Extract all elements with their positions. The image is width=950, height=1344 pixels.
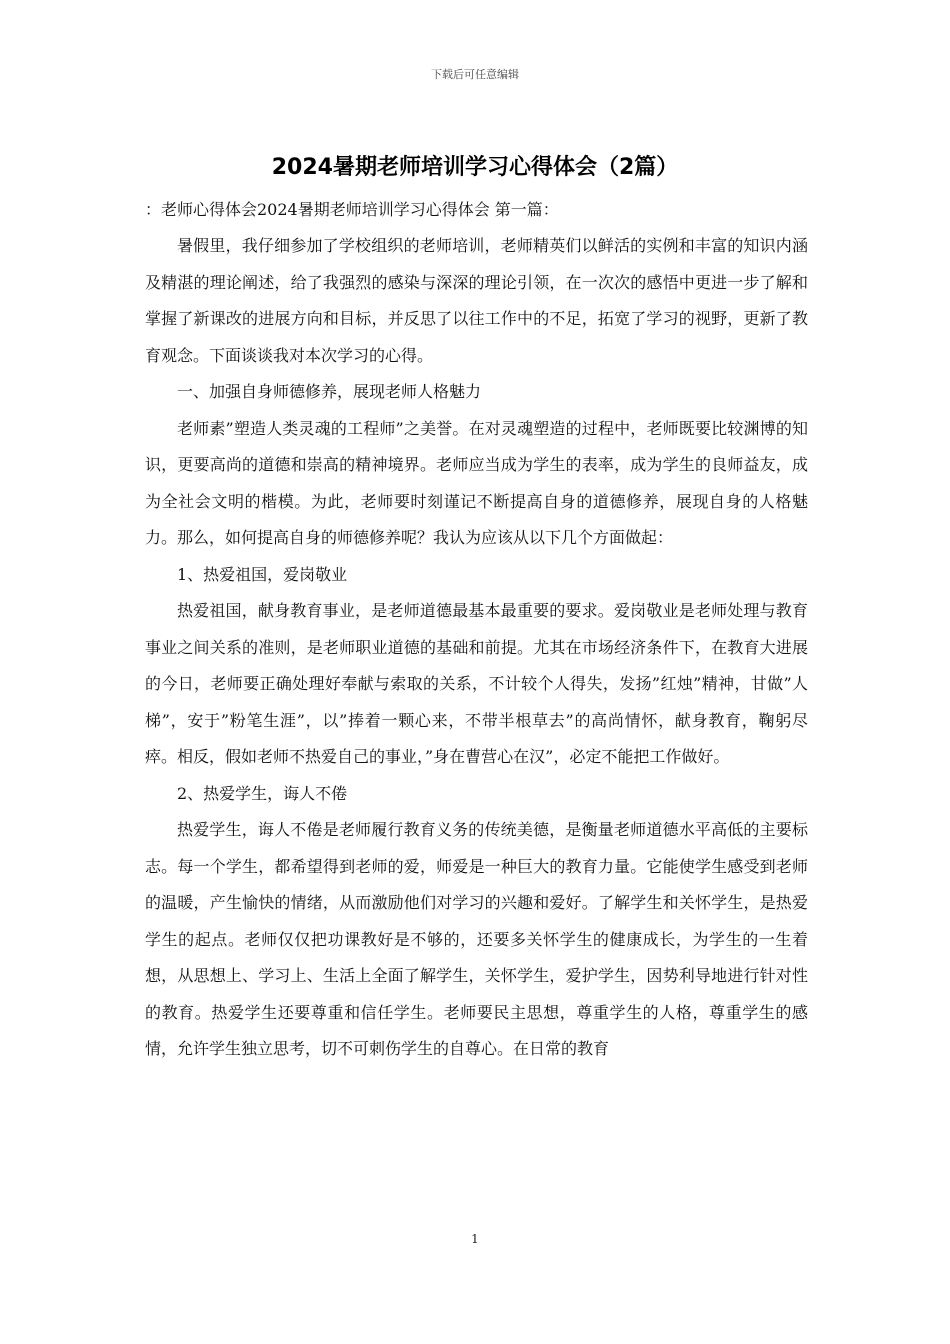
subheading-2: 2、热爱学生，诲人不倦 bbox=[177, 783, 348, 803]
paragraph-teacher-ethics: 老师素”塑造人类灵魂的工程师”之美誉。在对灵魂塑造的过程中，老师既要比较渊博的知识，更要高尚的道德和崇高的精神境界。老师应当成为学生的表率，成为学生的良师益友，成为全社会文明的楷模。为此，老师要时刻谨记不断提高自身的道德修养，展现自身的人格魅力。那么，如何提高自身的师德修养呢？我认为应该从以下几个方面做起： bbox=[145, 418, 808, 547]
section-heading-1: 一、加强自身师德修养，展现老师人格魅力 bbox=[177, 382, 482, 401]
paragraph-love-students: 热爱学生，诲人不倦是老师履行教育义务的传统美德，是衡量老师道德水平高低的主要标志。每一个学生，都希望得到老师的爱，师爱是一种巨大的教育力量。它能使学生感受到老师的温暖，产生愉快的情绪，从而激励他们对学习的兴趣和爱好。了解学生和关怀学生，是热爱学生的起点。老师仅仅把功课教好是不够的，还要多关怀学生的健康成长，为学生的一生着想，从思想上、学习上、生活上全面了解学生，关怀学生，爱护学生，因势利导地进行针对性的教育。热爱学生还要尊重和信任学生。老师要民主思想，尊重学生的人格，尊重学生的感情，允许学生独立思考，切不可刺伤学生的自尊心。在日常的教育 bbox=[145, 820, 808, 1058]
paragraph-intro: 暑假里，我仔细参加了学校组织的老师培训，老师精英们以鲜活的实例和丰富的知识内涵及精湛的理论阐述，给了我强烈的感染与深深的理论引领，在一次次的感悟中更进一步了解和掌握了新课改的进展方向和目标，并反思了以往工作中的不足，拓宽了学习的视野，更新了教育观念。下面谈谈我对本次学习的心得。 bbox=[145, 236, 808, 365]
document-body bbox=[145, 196, 808, 1068]
document-title: 2024暑期老师培训学习心得体会（2篇） bbox=[271, 155, 679, 180]
subheading-1: 1、热爱祖国，爱岗敬业 bbox=[177, 564, 348, 584]
document-subtitle: ：老师心得体会2024暑期老师培训学习心得体会 第一篇： bbox=[145, 200, 559, 219]
page-number: 1 bbox=[471, 1232, 479, 1246]
paragraph-love-country: 热爱祖国，献身教育事业，是老师道德最基本最重要的要求。爱岗敬业是老师处理与教育事业之间关系的准则，是老师职业道德的基础和前提。尤其在市场经济条件下，在教育大进展的今日，老师要正确处理好奉献与索取的关系，不计较个人得失，发扬”红烛”精神，甘做”人梯”，安于”粉笔生涯”，以”捧着一颗心来，不带半根草去”的高尚情怀，献身教育，鞠躬尽瘁。相反，假如老师不热爱自己的事业，”身在曹营心在汉”，必定不能把工作做好。 bbox=[145, 601, 808, 766]
page-header: 下载后可任意编辑 bbox=[431, 68, 519, 81]
